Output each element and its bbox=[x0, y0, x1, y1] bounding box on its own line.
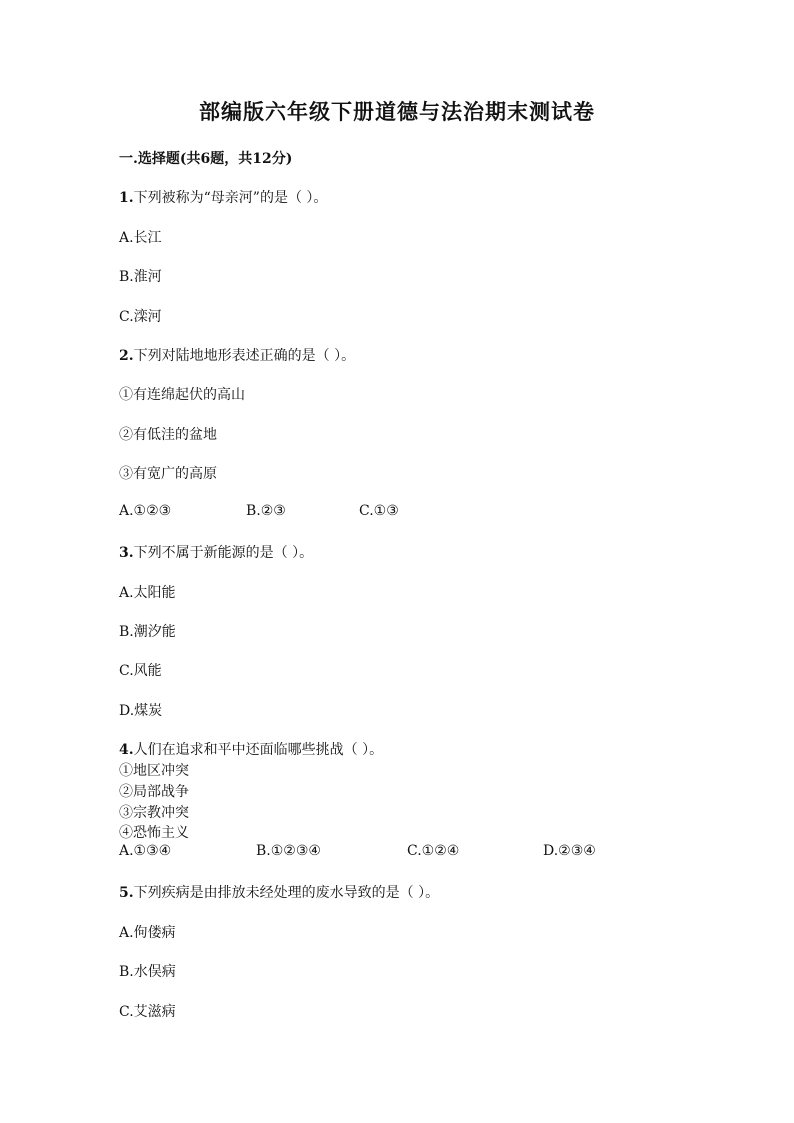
question-number: 4. bbox=[119, 742, 134, 758]
option-4d: D.②③④ bbox=[543, 843, 596, 859]
option-3d: D.煤炭 bbox=[119, 703, 163, 719]
option-1b: B.淮河 bbox=[119, 269, 162, 285]
question-text: 下列对陆地地形表述正确的是（ ）。 bbox=[133, 348, 356, 364]
question-number: 1. bbox=[119, 190, 134, 206]
item-2-3: ③有宽广的高原 bbox=[119, 466, 217, 482]
option-5c: C.艾滋病 bbox=[119, 1004, 176, 1020]
item-2-1: ①有连绵起伏的高山 bbox=[119, 387, 245, 403]
item-4-4: ④恐怖主义 bbox=[119, 825, 189, 841]
question-2 bbox=[119, 345, 355, 365]
option-2c: C.①③ bbox=[359, 503, 399, 519]
item-4-2: ②局部战争 bbox=[119, 784, 189, 800]
option-2b: B.②③ bbox=[246, 503, 286, 519]
option-5b: B.水俣病 bbox=[119, 964, 176, 980]
option-3b: B.潮汐能 bbox=[119, 624, 176, 640]
item-4-3: ③宗教冲突 bbox=[119, 805, 189, 821]
option-3a: A.太阳能 bbox=[119, 585, 176, 601]
question-text: 下列不属于新能源的是（ ）。 bbox=[133, 545, 314, 561]
option-4b: B.①②③④ bbox=[256, 843, 321, 859]
option-3c: C.风能 bbox=[119, 663, 162, 679]
item-4-1: ①地区冲突 bbox=[119, 763, 189, 779]
question-5 bbox=[119, 882, 439, 902]
option-4a: A.①③④ bbox=[119, 843, 172, 859]
question-text: 下列疾病是由排放未经处理的废水导致的是（ ）。 bbox=[133, 885, 440, 901]
question-number: 5. bbox=[119, 885, 134, 901]
option-5a: A.佝偻病 bbox=[119, 925, 176, 941]
question-text: 人们在追求和平中还面临哪些挑战（ ）。 bbox=[133, 742, 384, 758]
option-1c: C.滦河 bbox=[119, 309, 162, 325]
question-number: 3. bbox=[119, 545, 134, 561]
option-4c: C.①②④ bbox=[407, 843, 460, 859]
page-title: 部编版六年级下册道德与法治期末测试卷 bbox=[199, 99, 595, 124]
question-1 bbox=[119, 187, 327, 207]
item-2-2: ②有低洼的盆地 bbox=[119, 427, 217, 443]
question-3 bbox=[119, 542, 313, 562]
option-2a: A.①②③ bbox=[119, 503, 172, 519]
section-heading: 一.选择题(共6题，共12分) bbox=[119, 151, 293, 167]
question-number: 2. bbox=[119, 348, 134, 364]
option-1a: A.长江 bbox=[119, 230, 162, 246]
question-4 bbox=[119, 739, 383, 759]
question-text: 下列被称为“母亲河”的是（ ）。 bbox=[133, 190, 328, 206]
